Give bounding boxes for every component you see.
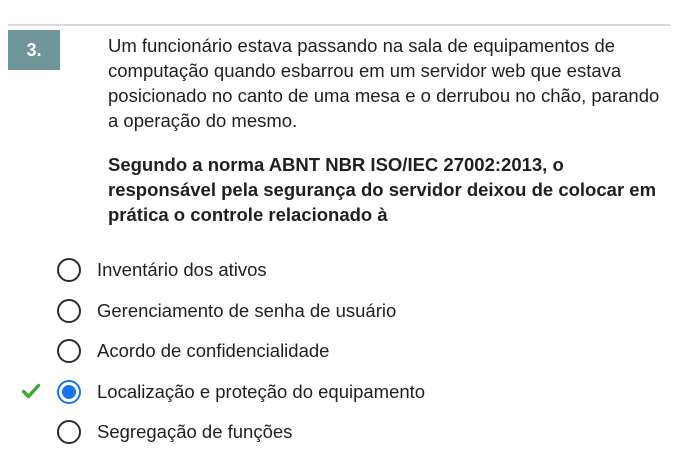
option-item-selected[interactable] [0, 372, 675, 413]
radio-button[interactable] [57, 420, 81, 444]
option-item[interactable] [0, 331, 675, 372]
question-prompt: Segundo a norma ABNT NBR ISO/IEC 27002:2013, o responsável pela segurança do servidor deixou de colocar em prática o controle relacionado à [108, 154, 657, 225]
radio-button-selected[interactable] [57, 380, 81, 404]
question-body: Um funcionário estava passando na sala de equipamentos de computação quando esbarrou em um servidor web que estava posicionado no canto de uma mesa e o derrubou no chão, parando a operação do mesmo. [108, 35, 660, 131]
check-icon [22, 383, 40, 399]
option-label[interactable]: Gerenciamento de senha de usuário [97, 299, 397, 321]
option-label[interactable]: Acordo de confidencialidade [97, 340, 330, 361]
option-item[interactable] [0, 250, 675, 291]
top-divider [8, 24, 670, 26]
option-label[interactable]: Segregação de funções [97, 421, 293, 442]
option-item[interactable] [0, 291, 675, 332]
option-label[interactable]: Localização e proteção do equipamento [97, 380, 426, 402]
question-number-badge: 3. [8, 30, 60, 70]
option-label[interactable]: Inventário dos ativos [97, 259, 267, 280]
radio-button[interactable] [57, 299, 81, 323]
answer-options [0, 250, 675, 453]
radio-button[interactable] [57, 339, 81, 363]
radio-button[interactable] [57, 258, 81, 282]
option-item[interactable] [0, 412, 675, 453]
